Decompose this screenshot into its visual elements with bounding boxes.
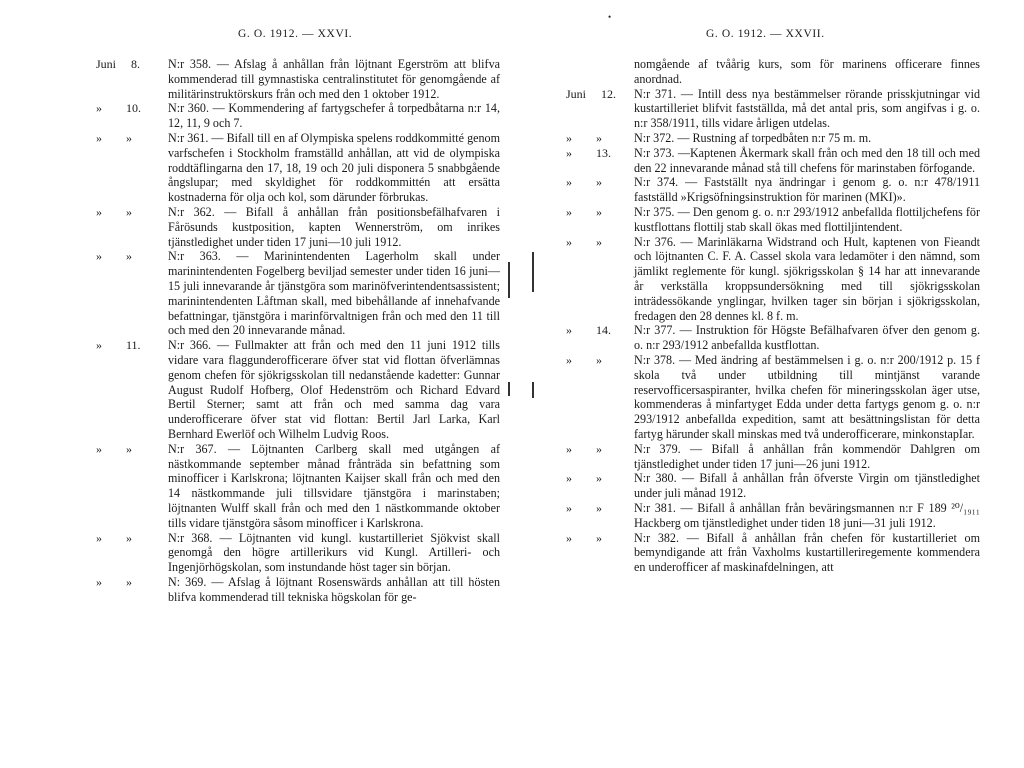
entry-text: N:r 377. — Instruktion för Högste Befälhafvaren öfver den genom g. o. n:r 293/1912 anbefallda kustflottan.: [634, 323, 980, 353]
entry-text: N:r 371. — Intill dess nya bestämmelser rörande prisskjutningar vid kustartilleriet blifvit fastställda, må det antal pris, som angifvas i g. o. n:r 358/1911, tills vidare årligen utdelas.: [634, 86, 980, 131]
entry-text: N:r 380. — Bifall å anhållan från öfverste Virgin om tjänstledighet under juli månad 1912.: [634, 471, 980, 501]
entry: [0, 57, 500, 101]
entry: [0, 575, 500, 605]
entry: [0, 101, 500, 131]
entry-date: » »: [96, 441, 132, 456]
entry: [528, 501, 980, 531]
entry-date: » »: [566, 530, 602, 545]
entry: [528, 175, 980, 205]
entry-date: Juni 12.: [566, 86, 617, 101]
continuation-text: nomgående af tvåårig kurs, som för marinens officerare finnes anordnad.: [634, 57, 980, 86]
entry: [0, 131, 500, 205]
entry: [528, 353, 980, 442]
page-header: G. O. 1912. — XXVII.: [706, 28, 825, 40]
entry-text: N:r 362. — Bifall å anhållan från positionsbefälhafvaren i Fårösunds kustposition, kapten Wennerström, om inrikes tjänstledighet under tiden 17 juni—10 juli 1912.: [168, 204, 500, 249]
entry-text: N:r 373. —Kaptenen Åkermark skall från och med den 18 till och med den 22 innevarande månad stå till chefens för marinstaben förfogande.: [634, 145, 980, 175]
entry-text: N:r 363. — Marinintendenten Lagerholm skall under marinintendenten Fogelberg beviljad semester under tiden 16 juni—15 juli innevarande år tjänstgöra som marinöfverintendentsassistent; marinintendenten Låftman skall, med bibehållande af innehafvande befattningar, tjänstgöra i marinförvaltnigen från och med den 11 till och med den 20 innevarande månad.: [168, 249, 500, 338]
entry-text: N:r 372. — Rustning af torpedbåten n:r 75 m. m.: [634, 130, 872, 145]
entry-list: [0, 57, 500, 604]
entry: [528, 205, 980, 235]
entry-text: N:r 358. — Afslag å anhållan från löjtnant Egerström att blifva kommenderad till gymnastiska centralinstitutet för genomgående af militärinstruktörskurs från och med den 1 oktober 1912.: [168, 57, 500, 101]
entry-text: N:r 382. — Bifall å anhållan från chefen för kustartilleriet om bemyndigande att från Vaxholms kustartilleriregemente kommendera en underofficer af maskinafdelningen, att: [634, 530, 980, 575]
entry-date: » »: [96, 530, 132, 545]
entry-text: N:r 376. — Marinläkarna Widstrand och Hult, kaptenen von Fieandt och löjtnanten C. F. A. Cassel skola vara ledamöter i den nämnd, som jämlikt reglemente för kungl. sjökrigsskolan § 14 har att innevarande år verkställa kroppsundersökning med till sjökrigsskolan inträdessökande ynglingar, hvilken tager sin början i sjökrigsskolan, fredagen den 28 dennes kl. 8 f. m.: [634, 234, 980, 323]
entry-date: » »: [96, 249, 132, 264]
margin-mark: [532, 252, 534, 292]
margin-mark: [532, 382, 534, 398]
entry-date: » »: [566, 175, 602, 190]
entry: [0, 205, 500, 249]
right-page: [528, 0, 1024, 768]
entry-text: N:r 366. — Fullmakter att från och med den 11 juni 1912 tills vidare vara flaggunderofficerare öfver stat vid flottan öfverlämnas genom chefen för sjökrigsskolan till nedanstående kadetter: Gunnar August Rudolf Hofberg, Olof Hedenström och Richard Edvard Bertil Sterner; samt att från och med samma dag vara underofficerare öfver stat vid flottan: Bertil Jarl Larka, Karl Bernhard Ewerlöf och Wilhelm Ludvig Roos.: [168, 338, 500, 441]
entry-text: N:r 378. — Med ändring af bestämmelsen i g. o. n:r 200/1912 p. 15 f skola två under utbildning till mintjänst varande reservofficersaspiranter, hvilka chefen för mineringsskolan äger utse, kommenderas å minfartyget Edda under detta fartygs genom g. o. n:r 293/1912 anbefallda expedition, samt att besättningslistan för detta fartyg härunder skall minskas med två underofficerare, minkonstapIar.: [634, 352, 980, 441]
entry: [528, 131, 980, 146]
margin-mark: [508, 382, 510, 396]
entry-date: » 14.: [566, 323, 611, 338]
entry: [0, 442, 500, 531]
entry: [528, 471, 980, 501]
entry-text: N:r 361. — Bifall till en af Olympiska spelens roddkommitté genom varfschefen i Stockholm framställd anhållan, att vid de olympiska roddtäflingarna den 17, 18, 19 och 20 juli disponera 5 snabbgående ångslupar; med skyldighet för roddkommittén att ersätta kostnaderna för olja och kol, som därunder förbrukas.: [168, 130, 500, 205]
entry: [528, 235, 980, 324]
entry-date: » »: [566, 204, 602, 219]
entry: [528, 531, 980, 575]
entry-text: N:r 367. — Löjtnanten Carlberg skall med utgången af nästkommande september månad frånträda sin befattning som minofficer i Karlskrona; löjtnanten Kaijser skall från och med den 14 nästkommande juli tillsvidare tjänstgöra i marinstaben; löjtnanten Wulff skall från och med den 1 nästkommande oktober tills vidare tjänstgöra såsom minofficer i Karlskrona.: [168, 441, 500, 530]
entry-list: [528, 57, 980, 575]
entry-date: » 13.: [566, 145, 611, 160]
entry-date: » »: [566, 441, 602, 456]
entry: [0, 249, 500, 338]
dot-mark: •: [608, 12, 612, 22]
page-header: G. O. 1912. — XXVI.: [238, 28, 353, 40]
entry-date: » »: [566, 234, 602, 249]
entry-date: » »: [96, 574, 132, 589]
entry-text: N: 369. — Afslag å löjtnant Rosenswärds anhållan att till hösten blifva kommenderad till tekniska högskolan för ge-: [168, 574, 500, 604]
entry-date: » »: [96, 130, 132, 145]
entry-text: N:r 375. — Den genom g. o. n:r 293/1912 anbefallda flottiljchefens för kustflottans flottilj stab skall ökas med flottiljintendent.: [634, 204, 980, 234]
entry-date: » 11.: [96, 338, 141, 353]
entry: [528, 323, 980, 353]
entry-date: » 10.: [96, 101, 141, 116]
entry-date: » »: [566, 500, 602, 515]
entry: [0, 338, 500, 442]
entry: [528, 87, 980, 131]
entry-text: N:r 381. — Bifall å anhållan från beväringsmannen n:r F 189 ²⁰/₁₉₁₁ Hackberg om tjänstledighet under tiden 18 juni—31 juli 1912.: [634, 500, 980, 530]
entry-date: » »: [566, 471, 602, 486]
entry-date: » »: [566, 130, 602, 145]
entry-date: » »: [566, 352, 602, 367]
entry-text: N:r 374. — Fastställt nya ändringar i genom g. o. n:r 478/1911 fastställd »Krigsöfningsinstruktion för marinen (MKI)».: [634, 175, 980, 205]
entry-text: N:r 379. — Bifall å anhållan från kommendör Dahlgren om tjänstledighet under tiden 17 juni—26 juni 1912.: [634, 441, 980, 471]
entry-text: N:r 368. — Löjtnanten vid kungl. kustartilleriet Sjökvist skall genomgå den högre artillerikurs vid Kungl. Artilleri- och Ingenjörhögskolan, som instundande höst tager sin början.: [168, 530, 500, 575]
entry: [528, 442, 980, 472]
entry-date: Juni 8.: [96, 57, 141, 71]
entry-text: N:r 360. — Kommendering af fartygschefer å torpedbåtarna n:r 14, 12, 11, 9 och 7.: [168, 101, 500, 131]
entry-date: » »: [96, 204, 132, 219]
entry: [528, 146, 980, 176]
margin-mark: [508, 262, 510, 298]
entry: [0, 531, 500, 575]
